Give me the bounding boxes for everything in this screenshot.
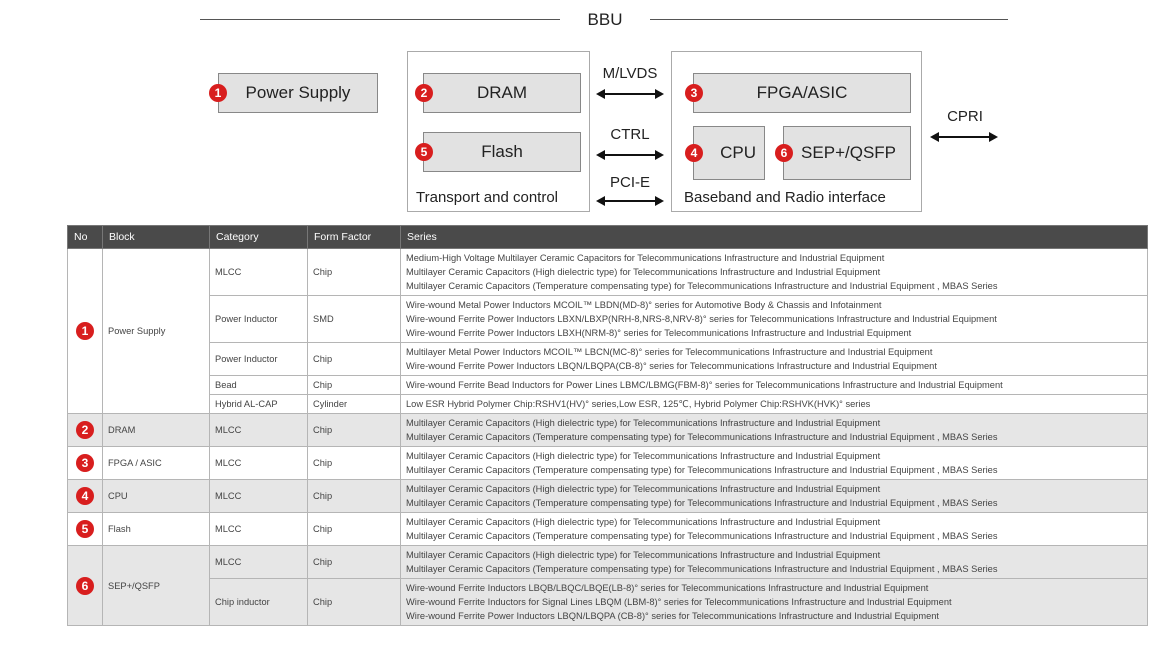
table-body	[68, 249, 1148, 626]
block-cell: CPU	[103, 480, 210, 513]
series-line: Wire-wound Ferrite Inductors LBQB/LBQC/LBQE(LB-8)° series for Telecommunications Infrastructure and Industrial Equipment	[406, 583, 929, 593]
category-cell: Power Inductor	[210, 296, 308, 343]
category-cell: Chip inductor	[210, 579, 308, 626]
flash-label: Flash	[481, 142, 523, 161]
series-cell	[401, 296, 1148, 343]
table-row	[68, 414, 1148, 447]
table-row	[68, 513, 1148, 546]
series-line: Multilayer Ceramic Capacitors (Temperature compensating type) for Telecommunications Infrastructure and Industrial Equipment , MBAS Series	[406, 281, 998, 291]
bbu-title: BBU	[587, 10, 623, 29]
pcie-link-label: PCI-E	[609, 174, 650, 191]
cpu-block	[690, 126, 765, 180]
power-supply-label: Power Supply	[245, 83, 351, 102]
sep-qsfp-label: SEP+/QSFP	[801, 143, 896, 162]
sep-qsfp-block	[780, 126, 911, 180]
table-row	[68, 546, 1148, 579]
series-line: Multilayer Ceramic Capacitors (High dielectric type) for Telecommunications Infrastructure and Industrial Equipment	[406, 517, 881, 527]
category-cell: Bead	[210, 376, 308, 395]
header-series: Series	[401, 226, 1148, 249]
series-line: Wire-wound Ferrite Power Inductors LBXN/LBXP(NRH-8,NRS-8,NRV-8)° series for Telecommunications Infrastructure and Industrial Equipment	[406, 314, 997, 324]
series-line: Multilayer Ceramic Capacitors (Temperature compensating type) for Telecommunications Infrastructure and Industrial Equipment , MBAS Series	[406, 465, 998, 475]
table-row	[68, 480, 1148, 513]
no-cell	[68, 513, 103, 546]
category-cell: MLCC	[210, 480, 308, 513]
form-factor-cell: Chip	[308, 513, 401, 546]
bbu-title-rule-right	[650, 19, 1008, 20]
series-line: Multilayer Ceramic Capacitors (Temperature compensating type) for Telecommunications Infrastructure and Industrial Equipment , MBAS Series	[406, 432, 998, 442]
table-row	[68, 249, 1148, 296]
category-cell: MLCC	[210, 546, 308, 579]
category-cell: MLCC	[210, 447, 308, 480]
series-line: Multilayer Ceramic Capacitors (Temperature compensating type) for Telecommunications Infrastructure and Industrial Equipment , MBAS Series	[406, 564, 998, 574]
form-factor-cell: Chip	[308, 447, 401, 480]
category-cell: MLCC	[210, 249, 308, 296]
no-cell	[68, 480, 103, 513]
table-header-row	[68, 226, 1148, 249]
no-cell	[68, 447, 103, 480]
series-cell	[401, 513, 1148, 546]
series-line: Multilayer Ceramic Capacitors (High dielectric type) for Telecommunications Infrastructure and Industrial Equipment	[406, 451, 881, 461]
series-line: Multilayer Metal Power Inductors MCOIL™ LBCN(MC-8)° series for Telecommunications Infrastructure and Industrial Equipment	[406, 347, 933, 357]
block-cell: Power Supply	[103, 249, 210, 414]
no-cell	[68, 249, 103, 414]
series-cell	[401, 343, 1148, 376]
ctrl-arrow-icon	[596, 149, 664, 161]
header-form-factor: Form Factor	[308, 226, 401, 249]
form-factor-cell: Chip	[308, 376, 401, 395]
category-cell: Hybrid AL-CAP	[210, 395, 308, 414]
table-row	[68, 376, 1148, 395]
series-line: Multilayer Ceramic Capacitors (Temperature compensating type) for Telecommunications Infrastructure and Industrial Equipment , MBAS Series	[406, 531, 998, 541]
series-line: Multilayer Ceramic Capacitors (High dielectric type) for Telecommunications Infrastructure and Industrial Equipment	[406, 484, 881, 494]
form-factor-cell: Chip	[308, 343, 401, 376]
fpga-asic-label: FPGA/ASIC	[756, 83, 848, 102]
dram-label: DRAM	[476, 83, 528, 102]
block-number-badge: 2	[76, 421, 94, 439]
form-factor-cell: Chip	[308, 546, 401, 579]
series-line: Multilayer Ceramic Capacitors (Temperature compensating type) for Telecommunications Infrastructure and Industrial Equipment , MBAS Series	[406, 498, 998, 508]
baseband-radio-caption: Baseband and Radio interface	[684, 189, 886, 206]
block-number-badge: 3	[76, 454, 94, 472]
cpu-label: CPU	[720, 143, 756, 162]
power-supply-block	[214, 73, 378, 113]
form-factor-cell: SMD	[308, 296, 401, 343]
table-row	[68, 343, 1148, 376]
cpri-link-label: CPRI	[947, 108, 983, 125]
series-cell	[401, 546, 1148, 579]
series-cell	[401, 249, 1148, 296]
cpri-arrow-icon	[930, 131, 998, 143]
category-cell: Power Inductor	[210, 343, 308, 376]
series-line: Wire-wound Metal Power Inductors MCOIL™ LBDN(MD-8)° series for Automotive Body & Chassis and Infotainment	[406, 300, 882, 310]
fpga-asic-block	[690, 73, 911, 113]
series-line: Wire-wound Ferrite Bead Inductors for Power Lines LBMC/LBMG(FBM-8)° series for Telecommunications Infrastructure and Industrial Equipment	[406, 380, 1003, 390]
series-cell	[401, 414, 1148, 447]
block-cell: FPGA / ASIC	[103, 447, 210, 480]
series-line: Wire-wound Ferrite Inductors for Signal Lines LBQM (LBM-8)° series for Telecommunications Infrastructure and Industrial Equipment	[406, 597, 952, 607]
flash-number-badge: 5	[415, 143, 433, 161]
pcie-arrow-icon	[596, 195, 664, 207]
series-line: Multilayer Ceramic Capacitors (High dielectric type) for Telecommunications Infrastructure and Industrial Equipment	[406, 550, 881, 560]
series-line: Low ESR Hybrid Polymer Chip:RSHV1(HV)° series,Low ESR, 125℃, Hybrid Polymer Chip:RSHVK(HVK)° series	[406, 399, 871, 409]
ctrl-link-label: CTRL	[610, 126, 650, 143]
flash-block	[420, 132, 581, 172]
bbu-title-rule-left	[200, 19, 560, 20]
table-row	[68, 296, 1148, 343]
header-block: Block	[103, 226, 210, 249]
block-number-badge: 4	[76, 487, 94, 505]
category-cell: MLCC	[210, 414, 308, 447]
dram-number-badge: 2	[415, 84, 433, 102]
series-cell	[401, 395, 1148, 414]
block-number-badge: 1	[76, 322, 94, 340]
series-cell	[401, 376, 1148, 395]
table-row	[68, 447, 1148, 480]
no-cell	[68, 546, 103, 626]
form-factor-cell: Chip	[308, 414, 401, 447]
block-cell: SEP+/QSFP	[103, 546, 210, 626]
series-line: Multilayer Ceramic Capacitors (High dielectric type) for Telecommunications Infrastructure and Industrial Equipment	[406, 418, 881, 428]
block-cell: Flash	[103, 513, 210, 546]
block-number-badge: 5	[76, 520, 94, 538]
form-factor-cell: Cylinder	[308, 395, 401, 414]
form-factor-cell: Chip	[308, 480, 401, 513]
category-cell: MLCC	[210, 513, 308, 546]
form-factor-cell: Chip	[308, 249, 401, 296]
series-line: Multilayer Ceramic Capacitors (High dielectric type) for Telecommunications Infrastructure and Industrial Equipment	[406, 267, 881, 277]
series-line: Wire-wound Ferrite Power Inductors LBQN/LBQPA(CB-8)° series for Telecommunications Infrastructure and Industrial Equipment	[406, 361, 937, 371]
header-no: No	[68, 226, 103, 249]
series-cell	[401, 447, 1148, 480]
table-row	[68, 395, 1148, 414]
fpga-asic-number-badge: 3	[685, 84, 703, 102]
sep-qsfp-number-badge: 6	[775, 144, 793, 162]
dram-block	[420, 73, 581, 113]
series-cell	[401, 480, 1148, 513]
table-row	[68, 579, 1148, 626]
transport-control-caption: Transport and control	[416, 189, 559, 206]
series-line: Medium-High Voltage Multilayer Ceramic Capacitors for Telecommunications Infrastructure and Industrial Equipment	[406, 253, 885, 263]
series-line: Wire-wound Ferrite Power Inductors LBXH(NRM-8)° series for Telecommunications Infrastructure and Industrial Equipment	[406, 328, 912, 338]
header-category: Category	[210, 226, 308, 249]
block-number-badge: 6	[76, 577, 94, 595]
block-cell: DRAM	[103, 414, 210, 447]
series-line: Wire-wound Ferrite Power Inductors LBQN/LBQPA (CB-8)° series for Telecommunications Infrastructure and Industrial Equipment	[406, 611, 939, 621]
series-cell	[401, 579, 1148, 626]
mlvds-arrow-icon	[596, 88, 664, 100]
no-cell	[68, 414, 103, 447]
mlvds-link-label: M/LVDS	[602, 65, 658, 82]
cpu-number-badge: 4	[685, 144, 703, 162]
form-factor-cell: Chip	[308, 579, 401, 626]
component-series-table	[67, 225, 1148, 626]
power-supply-number-badge: 1	[209, 84, 227, 102]
